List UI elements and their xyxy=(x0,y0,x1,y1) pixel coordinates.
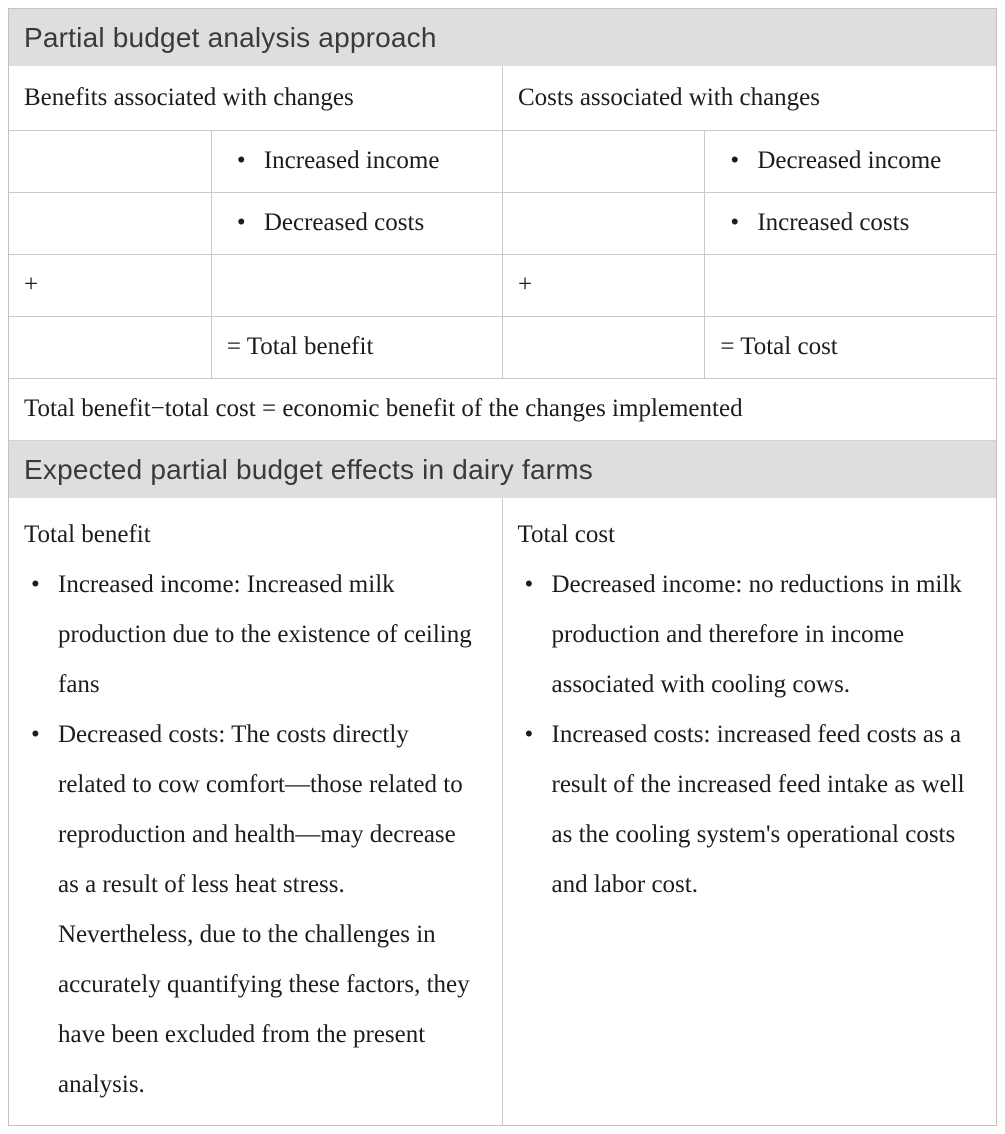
total-cost-column xyxy=(503,498,997,1125)
benefit-item-cell xyxy=(211,192,502,254)
empty-cell xyxy=(502,130,704,192)
summary-cell: Total benefit−total cost = economic benefit of the changes implemented xyxy=(9,378,996,440)
table-row-income xyxy=(9,130,996,192)
benefit-item-text: Decreased costs xyxy=(263,209,425,236)
costs-header-cell: Costs associated with changes xyxy=(502,66,996,130)
cost-item-text: Decreased income xyxy=(757,147,942,174)
bullet-item xyxy=(730,147,986,175)
empty-cell xyxy=(211,254,502,316)
bullet-item xyxy=(518,560,969,710)
section2-title: Expected partial budget effects in dairy farms xyxy=(24,453,593,485)
empty-cell xyxy=(502,192,704,254)
section1-title: Partial budget analysis approach xyxy=(24,21,437,53)
table-row-plus xyxy=(9,254,996,316)
total-benefit-heading: Total benefit xyxy=(24,521,151,548)
partial-budget-figure xyxy=(8,8,997,1126)
table-header-row xyxy=(9,66,996,130)
total-benefit-column xyxy=(9,498,503,1125)
benefits-header-cell: Benefits associated with changes xyxy=(9,66,502,130)
empty-cell xyxy=(9,130,211,192)
table-row-totals xyxy=(9,316,996,378)
bullet-item xyxy=(237,209,492,237)
cost-bullet-text: Decreased income: no reductions in milk production and therefore in income associated with cooling cows. xyxy=(551,571,962,698)
bullet-item xyxy=(518,710,969,910)
empty-cell xyxy=(9,192,211,254)
cost-bullet-text: Increased costs: increased feed costs as a result of the increased feed intake as well as the cooling system's operational costs and labor cost. xyxy=(551,721,965,898)
plus-cell: + xyxy=(9,254,211,316)
empty-cell xyxy=(502,316,704,378)
cost-item-text: Increased costs xyxy=(757,209,910,236)
section1-header-bar xyxy=(9,9,996,66)
total-benefit-cell: = Total benefit xyxy=(211,316,502,378)
benefit-item-cell xyxy=(211,130,502,192)
budget-table xyxy=(9,66,996,440)
cost-item-cell xyxy=(705,130,996,192)
benefit-item-text: Increased income xyxy=(263,147,440,174)
total-cost-heading: Total cost xyxy=(517,521,616,548)
table-row-costs xyxy=(9,192,996,254)
total-cost-cell: = Total cost xyxy=(705,316,996,378)
cost-item-cell xyxy=(705,192,996,254)
table-row-summary xyxy=(9,378,996,440)
bullet-item xyxy=(237,147,492,175)
section2-header-bar xyxy=(9,440,996,498)
empty-cell xyxy=(705,254,996,316)
effects-content xyxy=(9,498,996,1125)
plus-cell: + xyxy=(502,254,704,316)
empty-cell xyxy=(9,316,211,378)
benefit-bullet-text: Decreased costs: The costs directly related to cow comfort—those related to reproduction and health—may decrease as a result of less heat stress. Nevertheless, due to the challenges in accurately quantifying these factors, they have been excluded from the present analysis. xyxy=(58,721,470,1098)
bullet-item xyxy=(24,560,474,710)
benefit-bullet-text: Increased income: Increased milk production due to the existence of ceiling fans xyxy=(58,571,472,698)
bullet-item xyxy=(730,209,986,237)
bullet-item xyxy=(24,710,474,1110)
